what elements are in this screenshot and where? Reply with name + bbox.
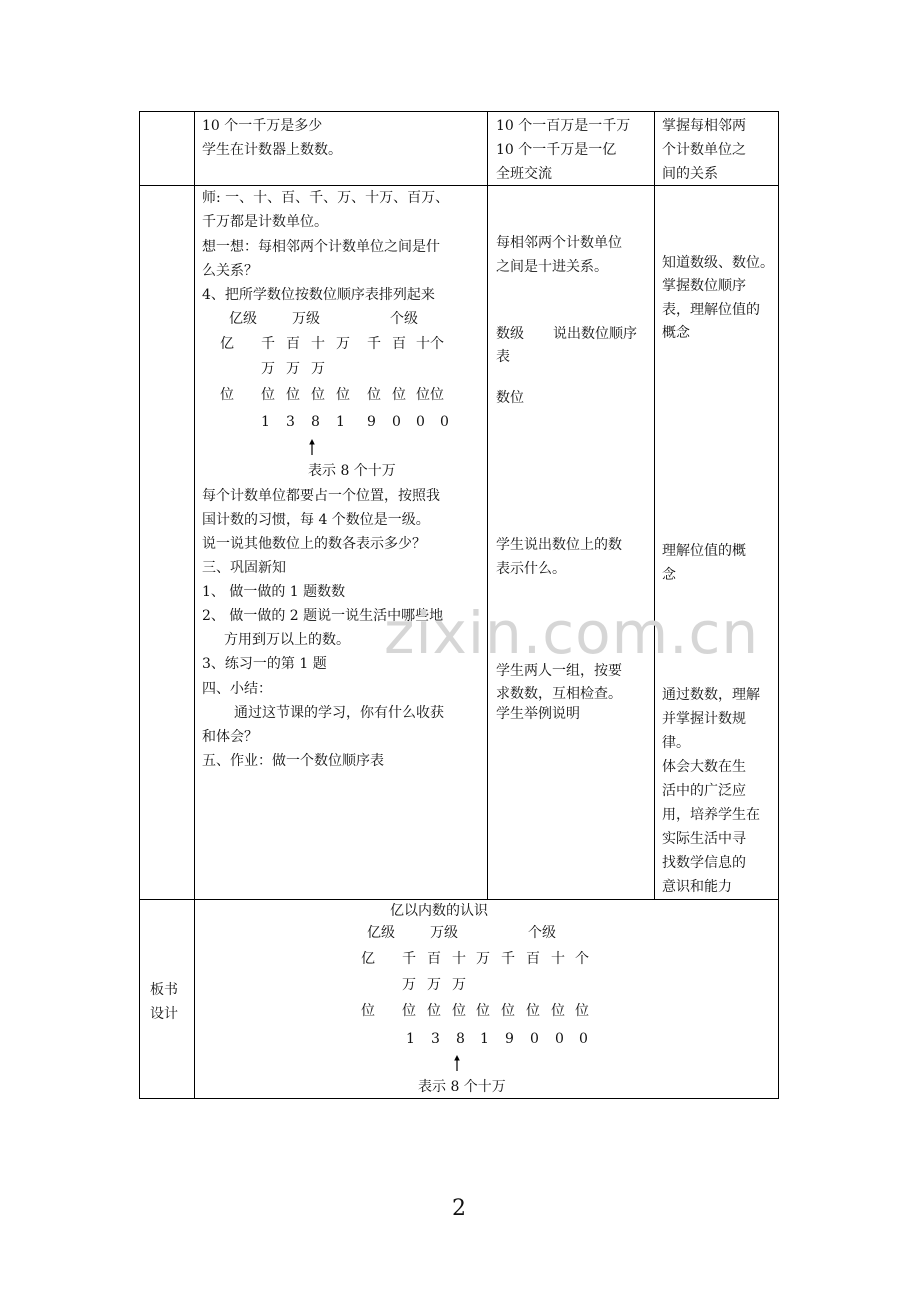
board-unit-5: 万 — [476, 951, 490, 967]
process-after-8: 3、练习一的第 1 题 — [202, 656, 327, 672]
student-e-1: 学生两人一组，按要 — [496, 663, 622, 679]
place-table-unit-2: 千 — [261, 336, 275, 352]
board-unit-7: 百 — [526, 951, 540, 967]
row1-student-line-2: 10 个一千万是一亿 — [496, 142, 617, 158]
place-table-wei-7: 位 — [392, 387, 406, 403]
place-table-unit-8: 十个 — [416, 336, 444, 352]
table-col-divider-2 — [487, 111, 488, 900]
board-unit-3: 百 — [427, 951, 441, 967]
place-table-level-ge: 个级 — [390, 311, 418, 327]
board-level-wan: 万级 — [430, 925, 458, 941]
process-after-6: 2、 做一做的 2 题说一说生活中哪些地 — [202, 608, 444, 624]
student-b-2: 说出数位顺序 — [553, 326, 637, 342]
process-intro-2: 千万都是计数单位。 — [202, 214, 328, 230]
place-table-digit-4: 1 — [336, 414, 345, 430]
board-unit-8: 十 — [551, 951, 565, 967]
place-table-wan-1: 万 — [261, 361, 275, 377]
place-table-level-yi: 亿级 — [229, 311, 257, 327]
board-wan-3: 万 — [452, 977, 466, 993]
board-digit-5: 9 — [505, 1031, 514, 1047]
row1-goal-line-1: 掌握每相邻两 — [662, 118, 746, 134]
goal-c-6: 用，培养学生在 — [662, 807, 760, 823]
table-border-bottom — [139, 1098, 779, 1099]
student-d-1: 学生说出数位上的数 — [496, 537, 622, 553]
student-a-1: 每相邻两个计数单位 — [496, 235, 622, 251]
table-row-divider-1 — [139, 185, 779, 186]
place-table-digit-8: 0 — [440, 414, 449, 430]
process-after-10: 通过这节课的学习，你有什么收获 — [234, 705, 444, 721]
row1-student-line-1: 10 个一百万是一千万 — [496, 118, 631, 134]
goal-a-3: 表，理解位值的 — [662, 302, 760, 318]
goal-c-8: 找数学信息的 — [662, 855, 746, 871]
place-table-unit-4: 十 — [311, 336, 325, 352]
process-after-12: 五、作业：做一个数位顺序表 — [202, 753, 384, 769]
board-unit-2: 千 — [402, 951, 416, 967]
place-table-digit-1: 1 — [261, 414, 270, 430]
place-table-wei-2: 位 — [261, 387, 275, 403]
place-table-wei-6: 位 — [367, 387, 381, 403]
row1-process-line-1: 10 个一千万是多少 — [202, 118, 323, 134]
process-intro-5: 4、把所学数位按数位顺序表排列起来 — [202, 287, 435, 303]
board-digit-8: 0 — [579, 1031, 588, 1047]
student-b-3: 表 — [496, 349, 510, 365]
board-unit-1: 亿 — [361, 951, 375, 967]
goal-a-4: 概念 — [662, 325, 690, 341]
process-after-7: 方用到万以上的数。 — [224, 632, 350, 648]
table-border-left — [139, 111, 140, 1099]
student-c: 数位 — [496, 390, 524, 406]
board-wan-1: 万 — [402, 977, 416, 993]
table-row-divider-2 — [139, 899, 779, 900]
up-arrow-icon — [451, 1054, 463, 1072]
student-b-1: 数级 — [496, 326, 524, 342]
place-table-digit-5: 9 — [367, 414, 376, 430]
goal-b-2: 念 — [662, 567, 676, 583]
goal-c-9: 意识和能力 — [662, 879, 732, 895]
board-wei-1: 位 — [361, 1003, 375, 1019]
board-caption: 表示 8 个十万 — [418, 1079, 506, 1095]
goal-c-5: 活中的广泛应 — [662, 783, 746, 799]
process-after-5: 1、 做一做的 1 题数数 — [202, 584, 346, 600]
student-e-2: 求数数，互相检查。 — [496, 686, 622, 702]
goal-a-2: 掌握数位顺序 — [662, 278, 746, 294]
board-wan-2: 万 — [427, 977, 441, 993]
board-title: 亿以内数的认识 — [390, 903, 488, 919]
place-table-digit-6: 0 — [392, 414, 401, 430]
goal-c-1: 通过数数，理解 — [662, 687, 760, 703]
board-digit-4: 1 — [480, 1031, 489, 1047]
process-after-2: 国计数的习惯，每 4 个数位是一级。 — [202, 512, 430, 528]
student-a-2: 之间是十进关系。 — [496, 259, 608, 275]
row1-student-line-3: 全班交流 — [496, 166, 552, 182]
student-e-3: 学生举例说明 — [496, 706, 580, 722]
process-after-11: 和体会？ — [202, 729, 258, 745]
board-wei-3: 位 — [427, 1003, 441, 1019]
process-intro-4: 么关系？ — [202, 263, 258, 279]
board-level-yi: 亿级 — [367, 925, 395, 941]
up-arrow-icon — [306, 438, 318, 456]
board-wei-2: 位 — [402, 1003, 416, 1019]
place-table-unit-3: 百 — [286, 336, 300, 352]
goal-c-4: 体会大数在生 — [662, 759, 746, 775]
place-table-wei-3: 位 — [286, 387, 300, 403]
board-label-2: 设计 — [150, 1006, 178, 1022]
table-col-divider-3 — [654, 111, 655, 900]
place-table-unit-1: 亿 — [220, 336, 234, 352]
place-table-wan-2: 万 — [286, 361, 300, 377]
place-table-digit-7: 0 — [416, 414, 425, 430]
board-digit-2: 3 — [431, 1031, 440, 1047]
process-intro-1: 师: 一、十、百、千、万、十万、百万、 — [202, 190, 450, 206]
board-unit-9: 个 — [575, 951, 589, 967]
place-table-digit-2: 3 — [286, 414, 295, 430]
goal-b-1: 理解位值的概 — [662, 543, 746, 559]
goal-c-3: 律。 — [662, 735, 690, 751]
board-digit-1: 1 — [406, 1031, 415, 1047]
process-after-9: 四、小结： — [202, 681, 272, 697]
board-digit-7: 0 — [555, 1031, 564, 1047]
table-col-divider-1 — [194, 111, 195, 1099]
place-table-wan-3: 万 — [311, 361, 325, 377]
board-wei-4: 位 — [452, 1003, 466, 1019]
goal-c-2: 并掌握计数规 — [662, 711, 746, 727]
board-digit-6: 0 — [530, 1031, 539, 1047]
place-table-wei-5: 位 — [336, 387, 350, 403]
place-table-wei-1: 位 — [220, 387, 234, 403]
place-table-wei-4: 位 — [311, 387, 325, 403]
board-wei-6: 位 — [501, 1003, 515, 1019]
watermark: zixin.com.cn — [384, 599, 760, 667]
goal-a-1: 知道数级、数位。 — [662, 255, 774, 271]
place-table-digit-3: 8 — [311, 414, 320, 430]
place-table-unit-7: 百 — [392, 336, 406, 352]
board-unit-6: 千 — [501, 951, 515, 967]
board-wei-7: 位 — [526, 1003, 540, 1019]
row1-goal-line-3: 间的关系 — [662, 166, 718, 182]
place-table-unit-5: 万 — [336, 336, 350, 352]
student-d-2: 表示什么。 — [496, 561, 566, 577]
place-table-unit-6: 千 — [367, 336, 381, 352]
place-table-wei-8: 位位 — [416, 387, 444, 403]
board-label-1: 板书 — [150, 982, 178, 998]
row1-goal-line-2: 个计数单位之 — [662, 142, 746, 158]
board-digit-3: 8 — [456, 1031, 465, 1047]
place-table-caption: 表示 8 个十万 — [308, 463, 396, 479]
process-after-1: 每个计数单位都要占一个位置，按照我 — [202, 488, 440, 504]
page-number: 2 — [452, 1196, 466, 1221]
row1-process-line-2: 学生在计数器上数数。 — [202, 142, 342, 158]
board-wei-9: 位 — [575, 1003, 589, 1019]
board-level-ge: 个级 — [528, 925, 556, 941]
table-border-right — [778, 111, 779, 1099]
table-border-top — [139, 111, 779, 112]
goal-c-7: 实际生活中寻 — [662, 831, 746, 847]
place-table-level-wan: 万级 — [292, 311, 320, 327]
process-intro-3: 想一想：每相邻两个计数单位之间是什 — [202, 239, 440, 255]
process-after-3: 说一说其他数位上的数各表示多少？ — [202, 536, 426, 552]
board-wei-5: 位 — [476, 1003, 490, 1019]
board-unit-4: 十 — [452, 951, 466, 967]
board-wei-8: 位 — [551, 1003, 565, 1019]
process-after-4: 三、巩固新知 — [202, 560, 286, 576]
